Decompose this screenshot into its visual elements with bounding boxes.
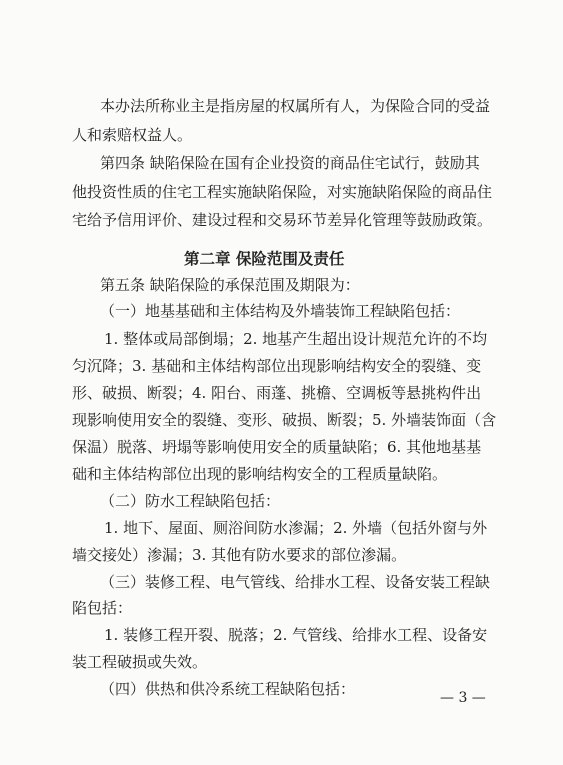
paragraph-text: （四）供热和供冷系统工程缺陷包括： — [100, 680, 356, 698]
paragraph-text: 本办法所称业主是指房屋的权属所有人，为保险合同的受益 — [100, 97, 491, 115]
paragraph-text: 1. 整体或局部倒塌；2. 地基产生超出设计规范允许的不均 — [104, 330, 488, 348]
chapter-heading-text: 第二章 保险范围及责任 — [184, 250, 345, 268]
paragraph-text: 人和索赔权益人。 — [72, 126, 193, 144]
paragraph-text: 1. 装修工程开裂、脱落；2. 气管线、给排水工程、设备安 — [104, 626, 488, 644]
paragraph-text: 装工程破损或失效。 — [72, 653, 208, 671]
paragraph-text: 现影响使用安全的裂缝、变形、破损、断裂；5. 外墙装饰面（含 — [72, 411, 497, 429]
page-number: — 3 — — [440, 690, 486, 706]
paragraph-text: 陷包括： — [72, 599, 133, 617]
paragraph-text: 保温）脱落、坍塌等影响使用安全的质量缺陷；6. 其他地基基 — [72, 438, 482, 456]
paragraph-text: 他投资性质的住宅工程实施缺陷保险，对实施缺陷保险的商品住 — [72, 183, 493, 201]
paragraph-text: 墙交接处）渗漏；3. 其他有防水要求的部位渗漏。 — [72, 546, 407, 564]
paragraph-text: 础和主体结构部位出现的影响结构安全的工程质量缺陷。 — [72, 465, 448, 483]
paragraph-text: 第五条 缺陷保险的承保范围及期限为： — [100, 276, 360, 294]
paragraph-text: 匀沉降；3. 基础和主体结构部位出现影响结构安全的裂缝、变 — [72, 357, 482, 375]
paragraph-text: （三）装修工程、电气管线、给排水工程、设备安装工程缺 — [100, 573, 491, 591]
paragraph-text: 形、破损、断裂；4. 阳台、雨蓬、挑檐、空调板等悬挑构件出 — [72, 384, 482, 402]
paragraph-text: 宅给予信用评价、建设过程和交易环节差异化管理等鼓励政策。 — [72, 211, 493, 229]
paragraph-text: （一）地基基础和主体结构及外墙装饰工程缺陷包括： — [100, 302, 461, 320]
paragraph-text: 第四条 缺陷保险在国有企业投资的商品住宅试行，鼓励其 — [100, 154, 480, 172]
paragraph-text: （二）防水工程缺陷包括： — [100, 492, 281, 510]
paragraph-text: 1. 地下、屋面、厕浴间防水渗漏；2. 外墙（包括外窗与外 — [104, 519, 488, 537]
